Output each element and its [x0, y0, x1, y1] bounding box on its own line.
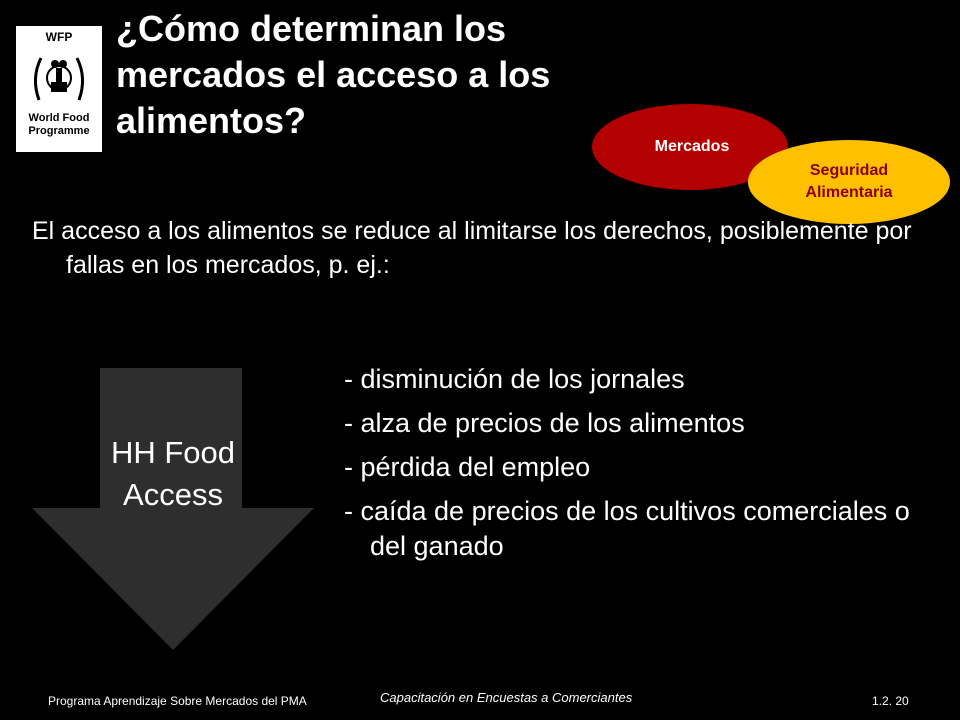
wfp-logo [16, 26, 102, 152]
slide-number: 1.2. 20 [872, 694, 909, 708]
factor-item: - disminución de los jornales [344, 364, 685, 394]
wfp-wheat-emblem-icon [29, 48, 89, 108]
footer-program: Programa Aprendizaje Sobre Mercados del PMA [48, 694, 307, 708]
seguridad-alimentaria-ellipse: Seguridad Alimentaria [748, 140, 950, 224]
logo-name: World Food Programme [28, 112, 90, 137]
logo-abbrev: WFP [45, 30, 73, 44]
footer-course: Capacitación en Encuestas a Comerciantes [380, 690, 633, 705]
mercados-ellipse: Mercados [592, 104, 788, 190]
slide-title: ¿Cómo determinan los mercados el acceso a los alimentos? [116, 8, 551, 141]
factor-item: - pérdida del empleo [344, 452, 591, 482]
hh-food-access-label: HH Food Access [110, 435, 236, 512]
intro-paragraph: El acceso a los alimentos se reduce al limitarse los derechos, posiblemente por fallas en los mercados, p. ej.: [32, 217, 912, 279]
factor-list [344, 362, 944, 573]
factor-item: - alza de precios de los alimentos [344, 408, 745, 438]
factor-item: - caída de precios de los cultivos comerciales o del ganado [344, 496, 910, 561]
